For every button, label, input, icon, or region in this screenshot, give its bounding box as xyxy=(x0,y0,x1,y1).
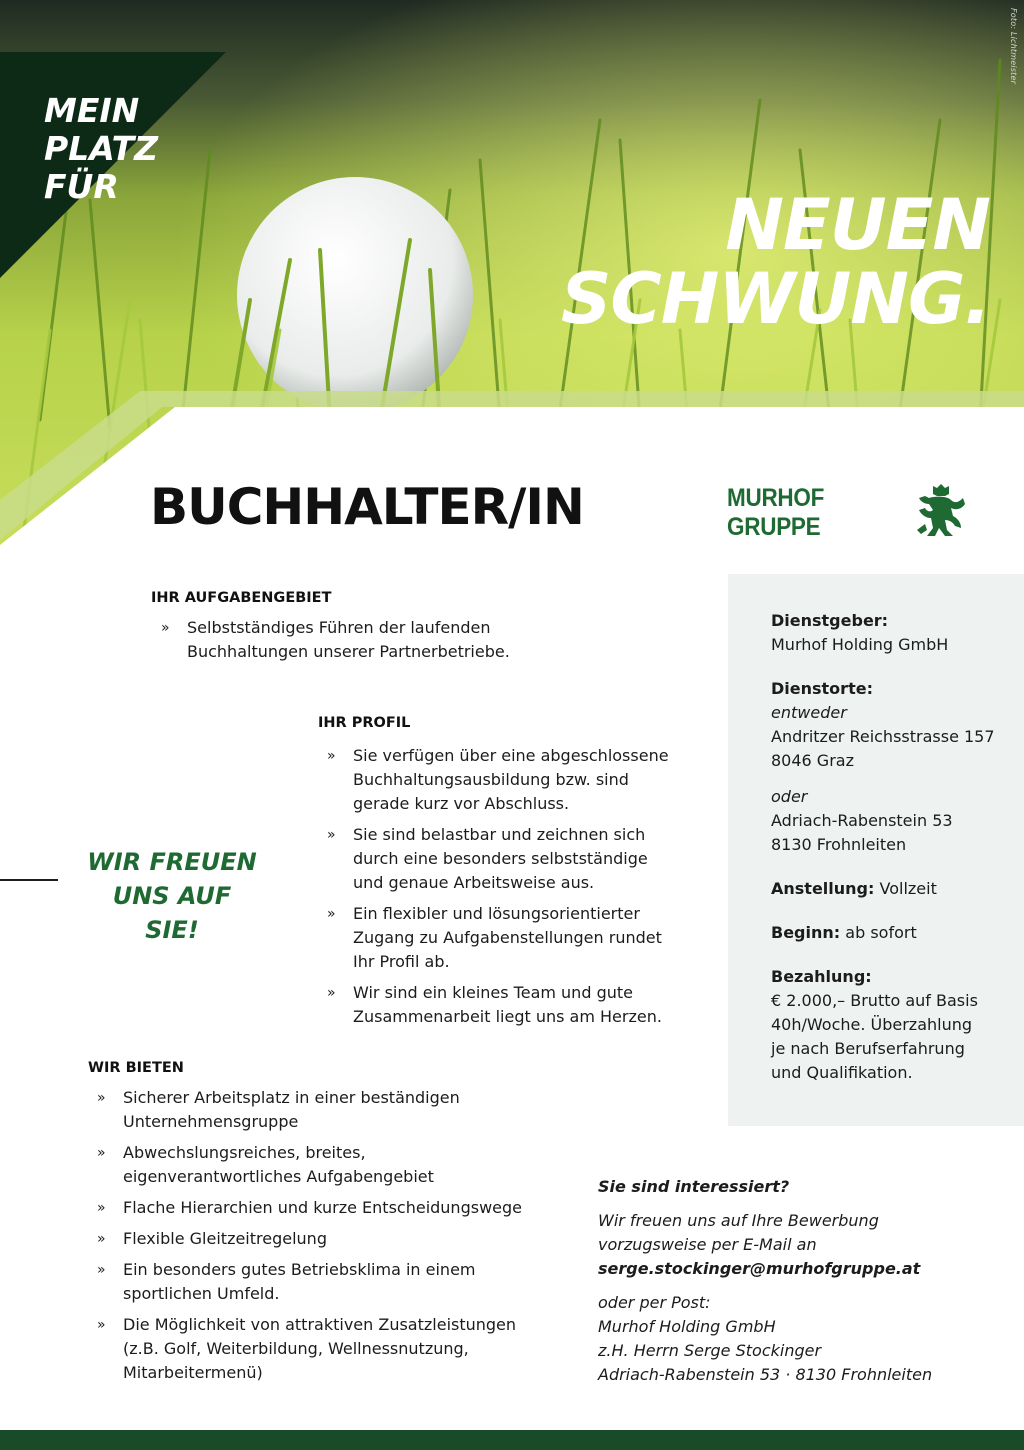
bullet: » xyxy=(161,620,170,636)
contact-email-block xyxy=(598,1209,1018,1281)
list-item-text: Abwechslungsreiches, breites, eigenverantwortliches Aufgabengebiet xyxy=(123,1143,434,1186)
location-2-street: Adriach-Rabenstein 53 xyxy=(771,811,953,830)
list-item-text: Sie sind belastbar und zeichnen sich durch eine besonders selbstständige und genaue Arbeitsweise aus. xyxy=(353,825,648,892)
contact-heading: Sie sind interessiert? xyxy=(598,1177,790,1196)
dienstorte xyxy=(771,677,1017,773)
headline-line: SCHWUNG. xyxy=(560,258,990,340)
post-line: oder per Post: xyxy=(598,1293,711,1312)
list-item-text: Flache Hierarchien und kurze Entscheidungswege xyxy=(123,1198,522,1217)
profil-heading: IHR PROFIL xyxy=(318,715,411,731)
aufgabengebiet-heading: IHR AUFGABENGEBIET xyxy=(151,590,332,606)
tagline-line: MEIN xyxy=(44,91,140,130)
dienstgeber xyxy=(771,609,1017,657)
job-title: BUCHHALTER/IN xyxy=(150,478,584,536)
list-item xyxy=(327,823,672,895)
location-2-city: 8130 Frohnleiten xyxy=(771,835,907,854)
list-item xyxy=(97,1086,527,1134)
freuen-line-1: WIR FREUEN xyxy=(87,848,257,876)
post-line: z.H. Herrn Serge Stockinger xyxy=(598,1341,822,1360)
bezahlung-line: je nach Berufserfahrung xyxy=(771,1039,965,1058)
contact-post-block xyxy=(598,1291,1018,1387)
list-item xyxy=(97,1227,527,1251)
profil-list xyxy=(327,744,672,1036)
tagline-line: PLATZ xyxy=(44,129,159,168)
bezahlung-line: 40h/Woche. Überzahlung xyxy=(771,1015,973,1034)
list-item xyxy=(97,1313,527,1385)
dienstgeber-label: Dienstgeber: xyxy=(771,611,889,630)
freuen-line-2: UNS AUF SIE! xyxy=(112,882,232,944)
hero-banner xyxy=(0,0,1024,560)
anstellung-value: Vollzeit xyxy=(879,879,937,898)
headline-line: NEUEN xyxy=(725,184,990,266)
contact-email-link[interactable]: serge.stockinger@murhofgruppe.at xyxy=(598,1259,921,1278)
oder-text: oder xyxy=(771,787,808,806)
dienstgeber-value: Murhof Holding GmbH xyxy=(771,635,949,654)
bullet: » xyxy=(327,985,336,1001)
list-item-text: Flexible Gleitzeitregelung xyxy=(123,1229,327,1248)
dienstorte-label: Dienstorte: xyxy=(771,679,873,698)
bullet: » xyxy=(97,1231,106,1247)
list-item-text: Sicherer Arbeitsplatz in einer beständigen Unternehmensgruppe xyxy=(123,1088,460,1131)
beginn xyxy=(771,921,1017,945)
anstellung xyxy=(771,877,1017,901)
headline xyxy=(560,184,990,340)
job-details xyxy=(771,609,1017,1105)
company-logo xyxy=(727,484,967,542)
bullet: » xyxy=(97,1262,106,1278)
bullet: » xyxy=(327,748,336,764)
panther-crest-icon xyxy=(915,484,967,542)
location-1-city: 8046 Graz xyxy=(771,751,854,770)
footer-bar xyxy=(0,1430,1024,1450)
bezahlung-line: € 2.000,– Brutto auf Basis xyxy=(771,991,978,1010)
post-line: Adriach-Rabenstein 53 · 8130 Frohnleiten xyxy=(598,1365,933,1384)
freuen-callout xyxy=(84,845,260,947)
beginn-value: ab sofort xyxy=(845,923,917,942)
bullet: » xyxy=(97,1200,106,1216)
contact-line: Wir freuen uns auf Ihre Bewerbung xyxy=(598,1211,879,1230)
bezahlung-label: Bezahlung: xyxy=(771,967,872,986)
bullet: » xyxy=(97,1145,106,1161)
list-item-text: Sie verfügen über eine abgeschlossene Buchhaltungsausbildung bzw. sind gerade kurz vor Abschluss. xyxy=(353,746,669,813)
list-item xyxy=(327,902,672,974)
photo-credit: Foto: Lichtmeister xyxy=(1009,8,1018,85)
entweder-text: entweder xyxy=(771,703,847,722)
divider xyxy=(0,879,58,881)
list-item-text: Wir sind ein kleines Team und gute Zusammenarbeit liegt uns am Herzen. xyxy=(353,983,662,1026)
logo-text: MURHOF GRUPPE xyxy=(727,484,825,541)
bieten-heading: WIR BIETEN xyxy=(88,1060,184,1076)
bullet: » xyxy=(97,1090,106,1106)
tagline-line: FÜR xyxy=(44,167,119,206)
contact-section xyxy=(598,1175,1018,1397)
list-item xyxy=(327,981,672,1029)
bullet: » xyxy=(97,1317,106,1333)
list-item-text: Ein besonders gutes Betriebsklima in einem sportlichen Umfeld. xyxy=(123,1260,476,1303)
list-item-text: Ein flexibler und lösungsorientierter Zugang zu Aufgabenstellungen rundet Ihr Profil ab. xyxy=(353,904,662,971)
bieten-list xyxy=(97,1086,527,1392)
list-item xyxy=(327,744,672,816)
bezahlung-line: und Qualifikation. xyxy=(771,1063,913,1082)
contact-line: vorzugsweise per E-Mail an xyxy=(598,1235,817,1254)
beginn-label: Beginn: xyxy=(771,923,841,942)
bullet: » xyxy=(327,827,336,843)
anstellung-label: Anstellung: xyxy=(771,879,875,898)
aufgabengebiet-list xyxy=(161,616,541,671)
bezahlung xyxy=(771,965,1017,1085)
list-item-text: Die Möglichkeit von attraktiven Zusatzleistungen (z.B. Golf, Weiterbildung, Wellnessnutzung, Mitarbeitermenü) xyxy=(123,1315,517,1382)
list-item xyxy=(97,1196,527,1220)
dienstorte-alt xyxy=(771,785,1017,857)
list-item-text: Selbstständiges Führen der laufenden Buchhaltungen unserer Partnerbetriebe. xyxy=(187,618,510,661)
location-1-street: Andritzer Reichsstrasse 157 xyxy=(771,727,995,746)
list-item xyxy=(97,1141,527,1189)
bullet: » xyxy=(327,906,336,922)
post-line: Murhof Holding GmbH xyxy=(598,1317,776,1336)
list-item xyxy=(97,1258,527,1306)
tagline xyxy=(44,92,158,206)
list-item xyxy=(161,616,541,664)
